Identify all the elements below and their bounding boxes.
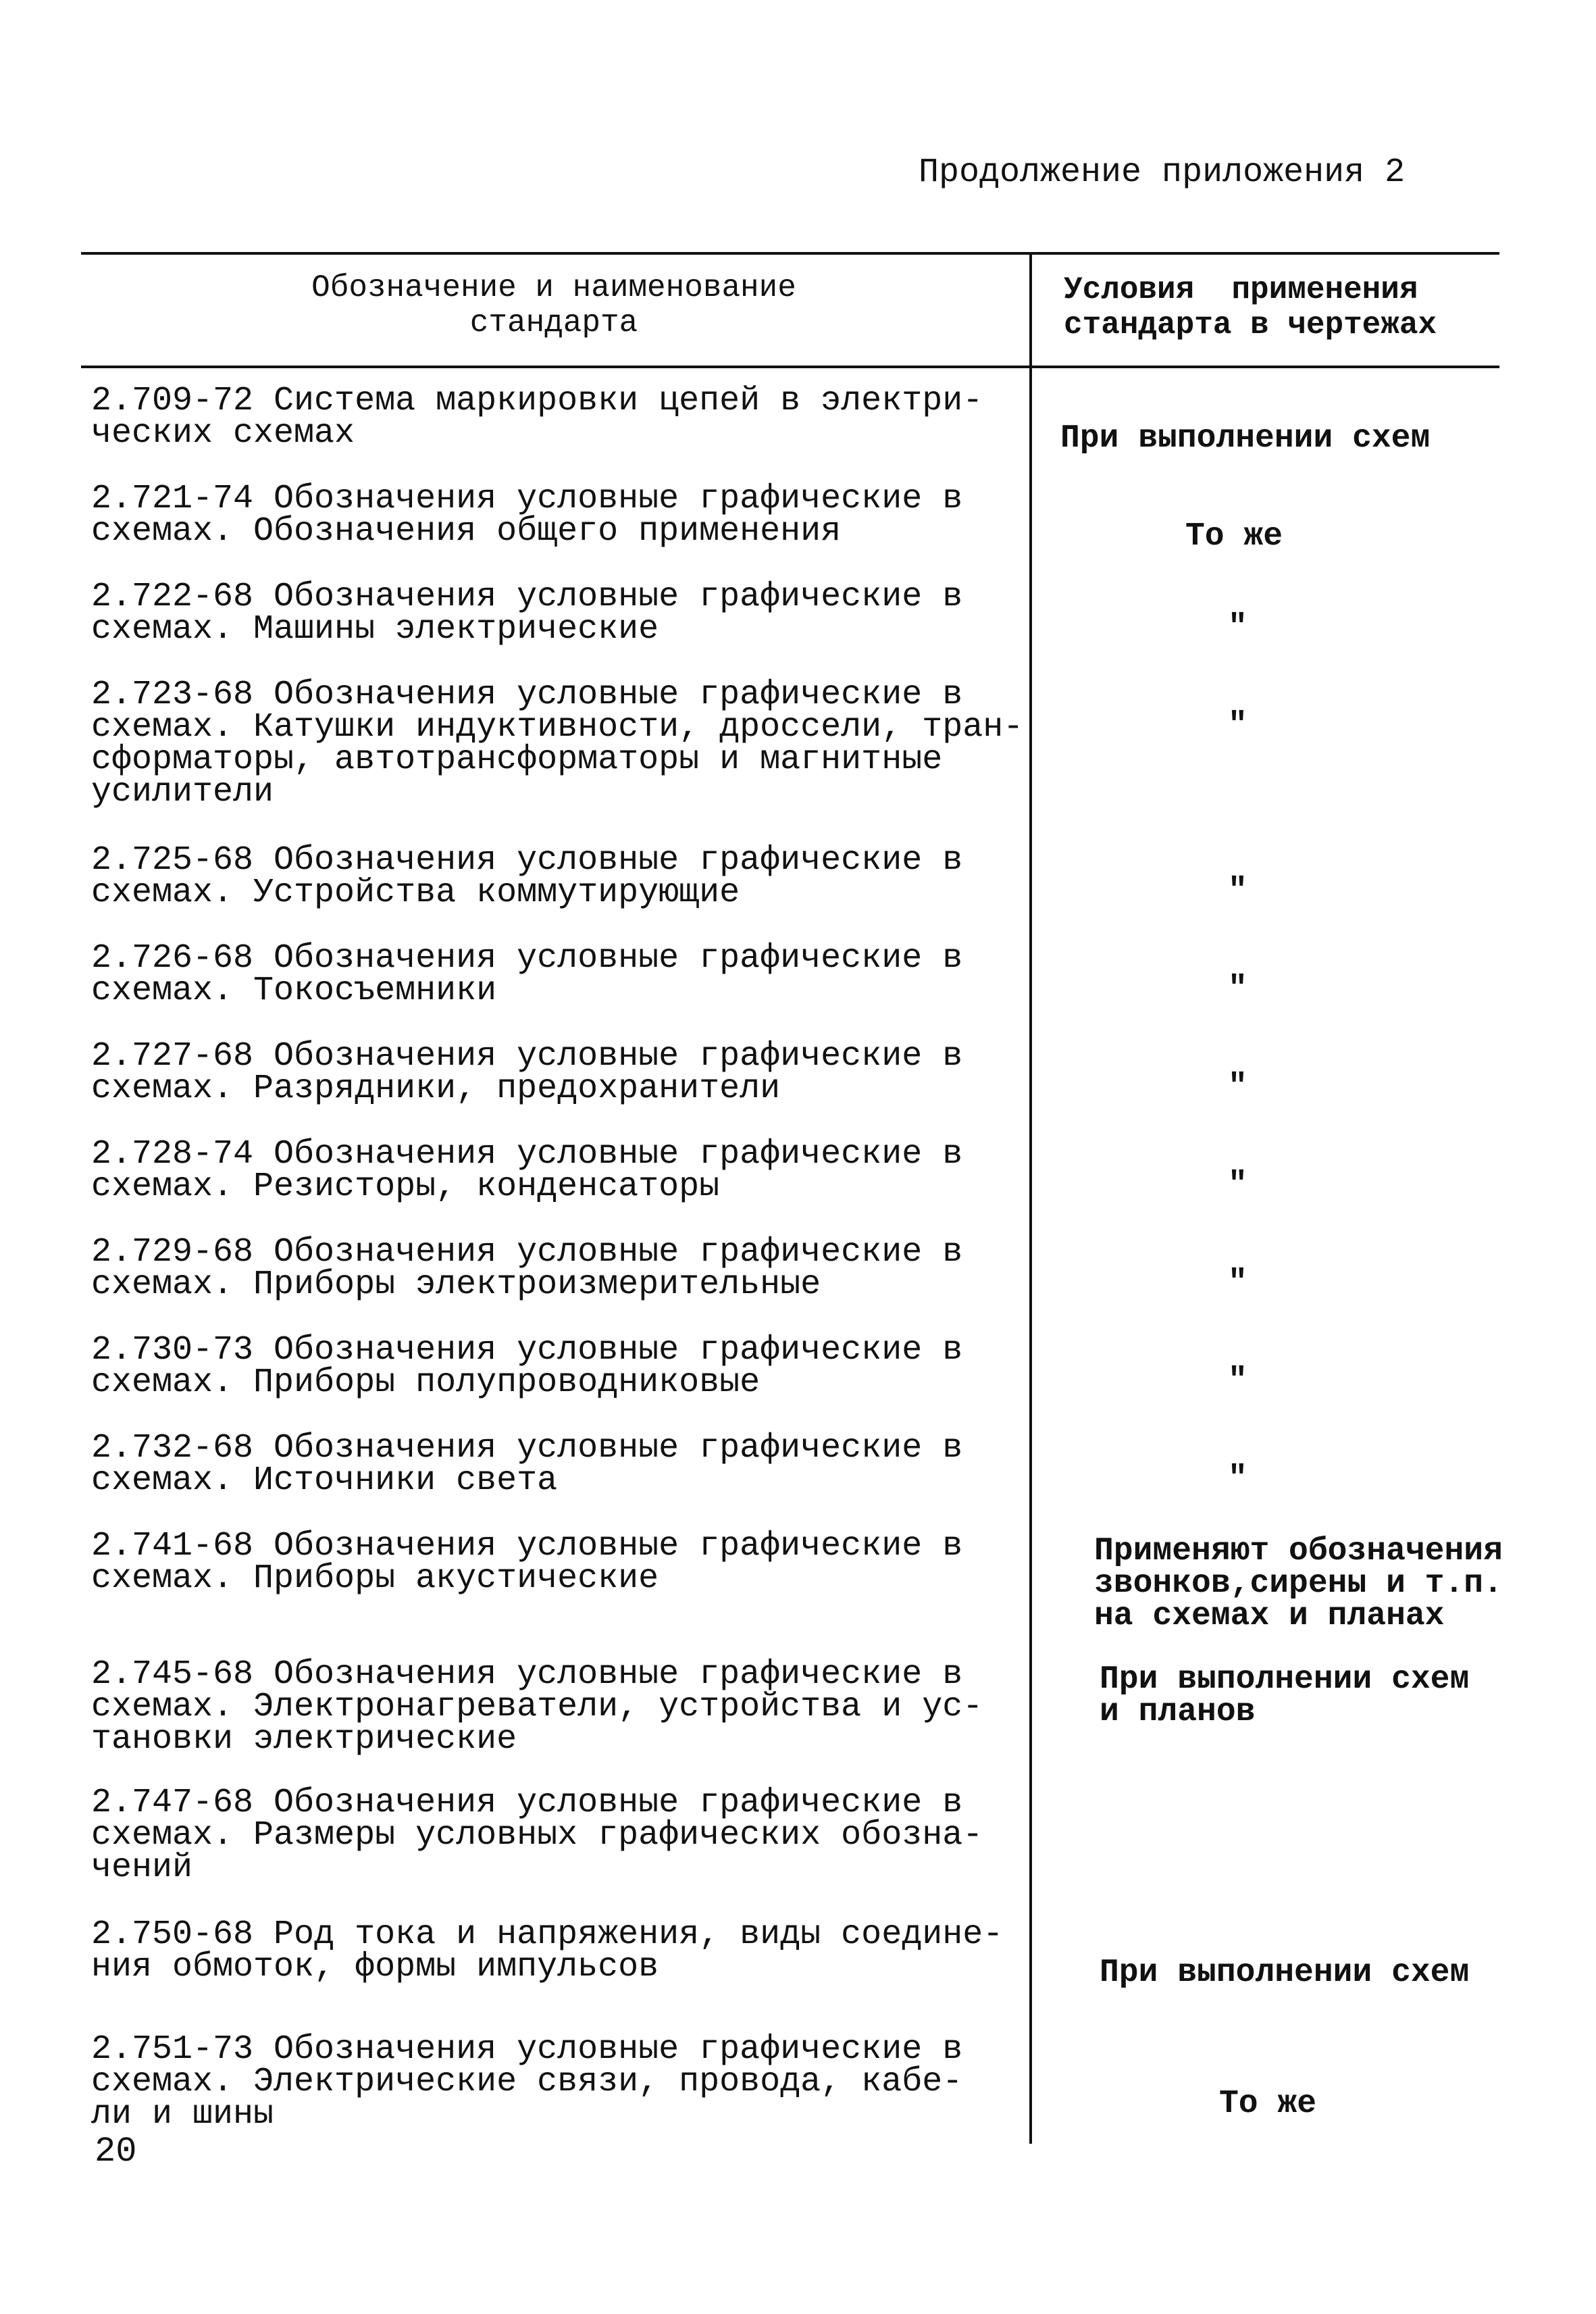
standard-entry-2723 xyxy=(91,676,1030,811)
condition-2750 xyxy=(1100,1957,1596,1989)
column-header-standard-line: стандарта xyxy=(469,305,638,341)
standard-entry-2722 xyxy=(91,578,1030,649)
entry-line: схемах. Устройства коммутирующие xyxy=(91,874,740,912)
column-header-conditions-line: стандарта в чертежах xyxy=(1064,307,1437,343)
entry-line: схемах. Приборы акустические xyxy=(91,1559,659,1598)
condition-2728 xyxy=(1228,1169,1596,1201)
ditto-mark: " xyxy=(1228,609,1247,646)
entry-line: ния обмоток, формы импульсов xyxy=(91,1948,659,1986)
entry-line: 2.722-68 Обозначения условные графические в xyxy=(91,578,963,616)
condition-line: При выполнении схем xyxy=(1060,420,1431,457)
condition-2709 xyxy=(1060,422,1596,455)
standard-entry-2721 xyxy=(91,480,1030,551)
condition-2751 xyxy=(1219,2088,1596,2120)
column-header-standard-line: Обозначение и наименование xyxy=(311,270,796,305)
ditto-mark: " xyxy=(1228,1461,1247,1497)
entry-line: 2.721-74 Обозначения условные графические в xyxy=(91,480,963,518)
standard-entry-2709 xyxy=(91,382,1030,453)
condition-2722 xyxy=(1228,611,1596,644)
entry-line: 2.727-68 Обозначения условные графические в xyxy=(91,1037,963,1076)
entry-line: схемах. Электронагреватели, устройства и ус- xyxy=(91,1688,983,1726)
condition-line: звонков,сирены и т.п. xyxy=(1094,1565,1503,1602)
condition-line: Применяют обозначения xyxy=(1094,1533,1503,1569)
entry-line: 2.730-73 Обозначения условные графические в xyxy=(91,1331,963,1369)
condition-2725 xyxy=(1228,875,1596,907)
ditto-mark: " xyxy=(1228,1265,1247,1301)
entry-line: 2.741-68 Обозначения условные графические в xyxy=(91,1527,963,1565)
condition-line: на схемах и планах xyxy=(1094,1598,1445,1634)
entry-line: 2.745-68 Обозначения условные графические в xyxy=(91,1655,963,1694)
standard-entry-2728 xyxy=(91,1135,1030,1206)
entry-line: 2.732-68 Обозначения условные графические в xyxy=(91,1429,963,1467)
entry-line: усилители xyxy=(91,773,274,811)
entry-line: схемах. Катушки индуктивности, дроссели, тран- xyxy=(91,708,1024,747)
condition-line: и планов xyxy=(1100,1694,1256,1730)
condition-2721 xyxy=(1185,520,1596,553)
entry-line: ли и шины xyxy=(91,2095,274,2134)
entry-line: тановки электрические xyxy=(91,1720,517,1759)
entry-line: 2.709-72 Система маркировки цепей в электри- xyxy=(91,382,983,420)
condition-line: При выполнении схем xyxy=(1100,1661,1470,1698)
entry-line: 2.725-68 Обозначения условные графические в xyxy=(91,841,963,880)
condition-2730 xyxy=(1228,1365,1596,1397)
entry-line: 2.750-68 Род тока и напряжения, виды соедине- xyxy=(91,1915,1004,1954)
condition-2727 xyxy=(1228,1071,1596,1103)
standard-entry-2745 xyxy=(91,1655,1030,1759)
entry-line: 2.747-68 Обозначения условные графические в xyxy=(91,1784,963,1822)
entry-line: схемах. Машины электрические xyxy=(91,610,659,649)
entry-line: ческих схемах xyxy=(91,414,355,453)
entry-line: сформаторы, автотрансформаторы и магнитные xyxy=(91,740,943,779)
condition-2741 xyxy=(1094,1535,1596,1632)
standard-entry-2730 xyxy=(91,1331,1030,1402)
ditto-mark: " xyxy=(1228,707,1247,744)
standard-entry-2732 xyxy=(91,1429,1030,1500)
condition-2729 xyxy=(1228,1267,1596,1299)
entry-line: чений xyxy=(91,1848,193,1887)
condition-2732 xyxy=(1228,1463,1596,1495)
condition-line: То же xyxy=(1219,2086,1317,2122)
entry-line: 2.723-68 Обозначения условные графические в xyxy=(91,676,963,714)
standard-entry-2725 xyxy=(91,841,1030,912)
table-header-rule xyxy=(81,366,1499,368)
condition-2745 xyxy=(1100,1663,1596,1728)
ditto-mark: " xyxy=(1228,1167,1247,1203)
standard-entry-2727 xyxy=(91,1037,1030,1108)
standard-entry-2750 xyxy=(91,1915,1030,1986)
entry-line: схемах. Резисторы, конденсаторы xyxy=(91,1167,720,1206)
entry-line: 2.728-74 Обозначения условные графические в xyxy=(91,1135,963,1174)
standard-entry-2751 xyxy=(91,2030,1030,2134)
continuation-heading: Продолжение приложения 2 xyxy=(919,153,1406,192)
entry-line: 2.751-73 Обозначения условные графические в xyxy=(91,2030,963,2069)
ditto-mark: " xyxy=(1228,971,1247,1007)
entry-line: схемах. Источники света xyxy=(91,1461,558,1500)
standard-entry-2747 xyxy=(91,1784,1030,1887)
standard-entry-2741 xyxy=(91,1527,1030,1598)
ditto-mark: " xyxy=(1228,873,1247,909)
entry-line: 2.729-68 Обозначения условные графические в xyxy=(91,1233,963,1272)
table-top-rule xyxy=(81,252,1499,255)
condition-line: То же xyxy=(1185,518,1283,555)
condition-2726 xyxy=(1228,973,1596,1005)
entry-line: схемах. Обозначения общего применения xyxy=(91,512,842,551)
column-header-standard xyxy=(81,270,1027,341)
condition-2723 xyxy=(1228,709,1596,742)
page-number: 20 xyxy=(95,2132,137,2171)
entry-line: схемах. Размеры условных графических обозна- xyxy=(91,1816,983,1855)
ditto-mark: " xyxy=(1228,1069,1247,1105)
entry-line: 2.726-68 Обозначения условные графические в xyxy=(91,939,963,978)
standard-entry-2729 xyxy=(91,1233,1030,1304)
condition-line: При выполнении схем xyxy=(1100,1955,1470,1991)
entry-line: схемах. Приборы электроизмерительные xyxy=(91,1265,821,1304)
entry-line: схемах. Электрические связи, провода, кабе- xyxy=(91,2063,963,2101)
ditto-mark: " xyxy=(1228,1363,1247,1399)
standard-entry-2726 xyxy=(91,939,1030,1010)
entry-line: схемах. Разрядники, предохранители xyxy=(91,1070,781,1108)
column-header-conditions xyxy=(1064,272,1469,343)
entry-line: схемах. Приборы полупроводниковые xyxy=(91,1363,761,1402)
entry-line: схемах. Токосъемники xyxy=(91,972,497,1010)
column-header-conditions-line: Условия применения xyxy=(1064,272,1418,307)
